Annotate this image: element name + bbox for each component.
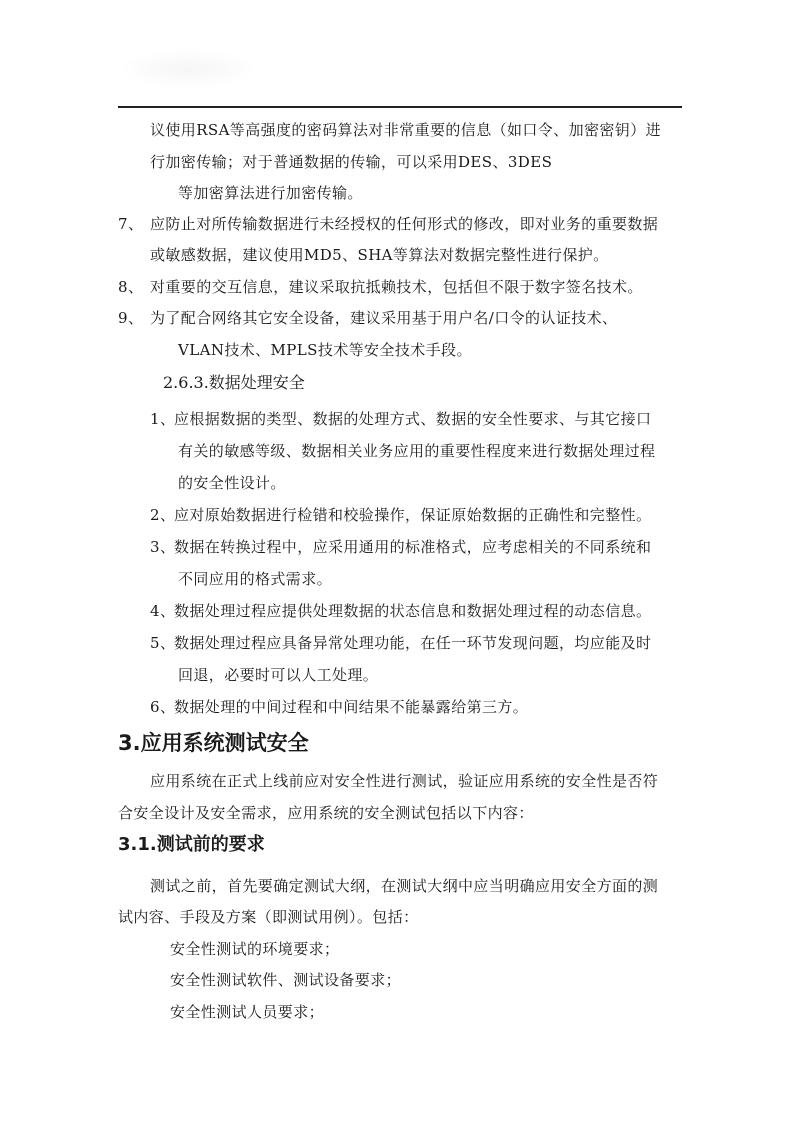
list-item-text: 数据处理过程应具备异常处理功能，在任一环节发现问题，均应能及时: [174, 634, 652, 652]
list-item-text: 的安全性设计。: [178, 474, 286, 492]
list-item-text: VLAN技术、MPLS技术等安全技术手段。: [178, 341, 472, 359]
list-number: 4、: [150, 602, 176, 620]
list-item-text: 不同应用的格式需求。: [178, 570, 333, 588]
list-item-text: 有关的敏感等级、数据相关业务应用的重要性程度来进行数据处理过程: [178, 442, 656, 460]
list-item-text: 安全性测试人员要求；: [170, 1003, 325, 1021]
text-line: 行加密传输；对于普通数据的传输，可以采用DES、3DES: [150, 153, 553, 171]
list-item-text: 回退，必要时可以人工处理。: [178, 666, 379, 684]
paragraph-line: 合安全设计及安全需求，应用系统的安全测试包括以下内容：: [118, 804, 534, 822]
list-number: 2、: [150, 506, 176, 524]
list-item-text: 对重要的交互信息，建议采取抗抵赖技术，包括但不限于数字签名技术。: [150, 278, 643, 296]
list-item-text: 应防止对所传输数据进行未经授权的任何形式的修改，即对业务的重要数据: [150, 215, 659, 233]
header-rule: [118, 106, 682, 108]
list-number: 1、: [150, 410, 176, 428]
list-item-text: 数据在转换过程中，应采用通用的标准格式，应考虑相关的不同系统和: [174, 538, 652, 556]
text-line: 等加密算法进行加密传输。: [178, 184, 363, 202]
text-line: 议使用RSA等高强度的密码算法对非常重要的信息（如口令、加密密钥）进: [150, 121, 662, 139]
list-item-text: 应根据数据的类型、数据的处理方式、数据的安全性要求、与其它接口: [174, 410, 652, 428]
list-number: 7、: [118, 215, 144, 233]
list-item-text: 数据处理过程应提供处理数据的状态信息和数据处理过程的动态信息。: [174, 602, 652, 620]
paragraph-line: 测试之前，首先要确定测试大纲，在测试大纲中应当明确应用安全方面的测: [150, 877, 659, 895]
list-item-text: 安全性测试的环境要求；: [170, 940, 340, 958]
list-number: 3、: [150, 538, 176, 556]
paragraph-line: 应用系统在正式上线前应对安全性进行测试，验证应用系统的安全性是否符: [150, 772, 659, 790]
list-item-text: 数据处理的中间过程和中间结果不能暴露给第三方。: [174, 698, 529, 716]
list-item-text: 安全性测试软件、测试设备要求；: [170, 971, 402, 989]
list-number: 9、: [118, 309, 144, 327]
chapter-heading: 3.应用系统测试安全: [118, 731, 309, 755]
list-number: 8、: [118, 278, 144, 296]
list-number: 5、: [150, 634, 176, 652]
list-number: 6、: [150, 698, 176, 716]
list-item-text: 或敏感数据，建议使用MD5、SHA等算法对数据完整性进行保护。: [150, 246, 609, 264]
list-item-text: 为了配合网络其它安全设备，建议采用基于用户名/口令的认证技术、: [150, 309, 618, 327]
list-item-text: 应对原始数据进行检错和校验操作，保证原始数据的正确性和完整性。: [174, 506, 652, 524]
header-logo-smudge: [118, 48, 258, 90]
section-heading: 2.6.3.数据处理安全: [163, 373, 305, 392]
paragraph-line: 试内容、手段及方案（即测试用例）。包括：: [118, 908, 419, 926]
subsection-heading: 3.1.测试前的要求: [118, 834, 265, 855]
